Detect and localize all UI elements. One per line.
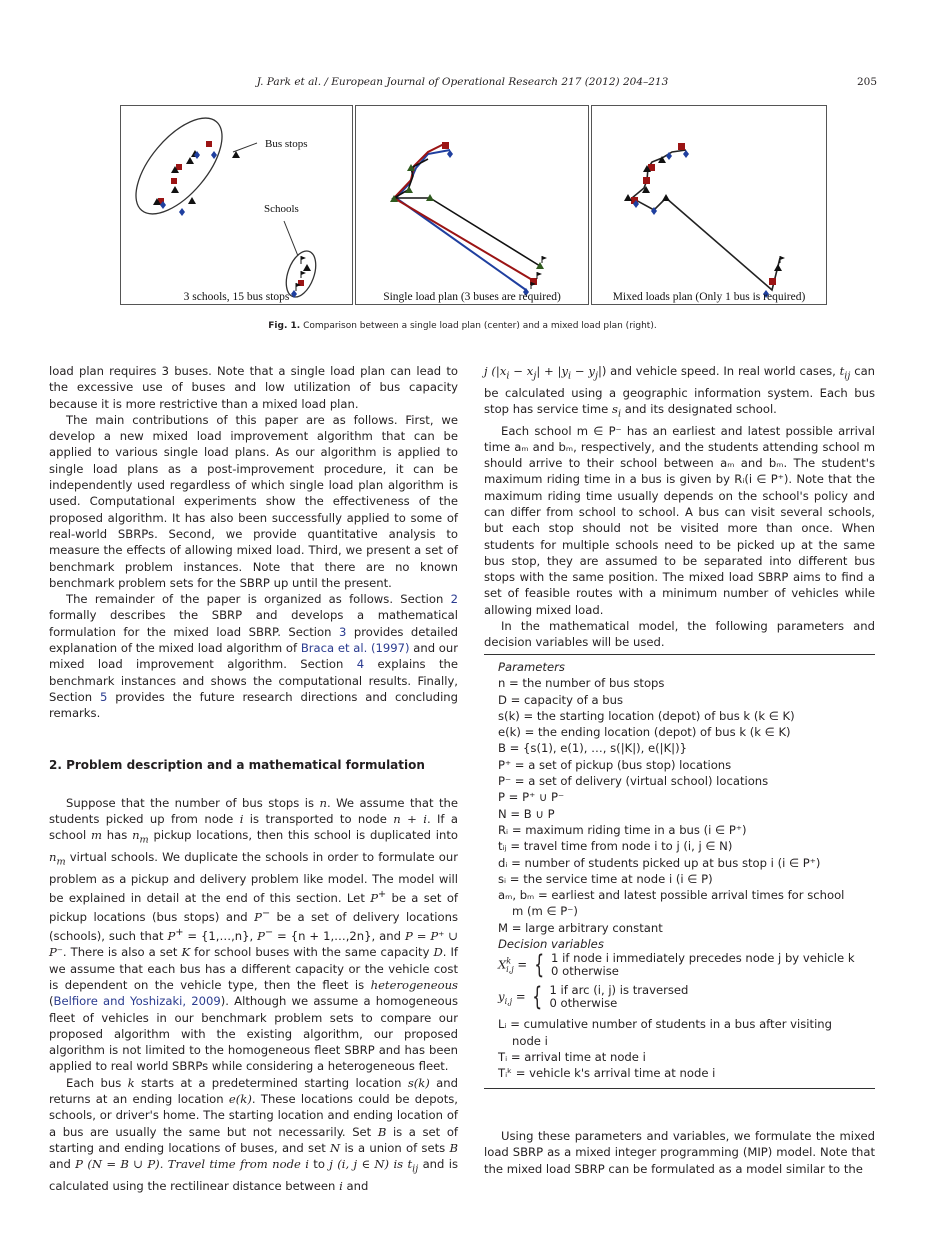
paragraph: The main contributions of this paper are as follows. First, we develop a new mixed load improvement algorithm that can be applied to various single load plans. As our algorithm is applied to single load plans as a post-improvement procedure, it can be independently used regardless of which single load plan algorithm is used. Computational experiments show the effectiveness of the proposed algorithm. It has also been successfully applied to some of real-world SBRPs. Second, we provide quantitative analysis to measure the effects of allowing mixed load. Third, we present a set of benchmark problem instances. Note that there are no known benchmark problem sets for the SBRP up until the present. <box>49 412 458 590</box>
blue-diamond-marker <box>179 208 185 216</box>
decision-row: Lᵢ = cumulative number of students in a bus after visiting <box>498 1017 832 1032</box>
parameter-row: tᵢⱼ = travel time from node i to j (i, j ∈ N) <box>498 839 733 854</box>
figure-label: Fig. 1. <box>268 321 301 331</box>
parameter-row: B = {s(1), e(1), …, s(|K|), e(|K|)} <box>498 741 687 756</box>
paragraph: Each school m ∈ P⁻ has an earliest and latest possible arrival time aₘ and bₘ, respectively, and the students attending school m should arrive to their school between aₘ and bₘ. The student's maximum riding time in a bus is given by Rᵢ(i ∈ P⁺). Note that the maximum riding time usually depends on the school's policy and can differ from school to school. A bus can visit several schools, but each stop should not be visited more than once. When students for multiple schools need to be picked up at the same bus stop, they are assumed to be separated into different bus stops with the same position. The mixed load SBRP aims to find a set of feasible routes with a minimum number of vehicles while allowing mixed load. <box>484 423 875 617</box>
decision-row: node i <box>512 1033 548 1048</box>
parameter-row: M = large arbitrary constant <box>498 920 663 935</box>
figure-panel-single-load <box>355 105 589 305</box>
panel-2-graphic <box>356 106 590 306</box>
parameter-row: D = capacity of a bus <box>498 692 624 707</box>
figure-caption <box>0 321 925 331</box>
y-variable-definition: $y_{i,j}$ = { 1 if arc (i, j) is traversed 0 otherwise <box>498 982 689 1013</box>
paragraph: j $(|x_i - x_j| + |y_i - y_j|)$ and vehicle speed. In real world cases, $t_{ij}$ can be calculated using a geographic information system. Each bus stop has service time $s_i$ and its designated school. <box>484 364 876 420</box>
parameter-row: P = P⁺ ∪ P⁻ <box>498 790 565 805</box>
paragraph: Suppose that the number of bus stops is n. We assume that the students picked up from node i is transported to node n + i. If a school m has $n_m$ pickup locations, then this school is duplicated into $n_m$ virtual schools. We duplicate the schools in order to formulate our problem as a pickup and delivery problem like model. The model will be explained in detail at the end of this section. Let P+ be a set of pickup locations (bus stops) and P− be a set of delivery locations (schools), such that P+ = {1,…,n}, P− = {n + 1,…,2n}, and P = P⁺ ∪ P⁻. There is also a set K for school buses with the same capacity D. If we assume that each bus has a different capacity or the vehicle cost is dependent on the vehicle type, then the fleet is heterogeneous (Belfiore and Yoshizaki, 2009). Although we assume a homogeneous fleet of vehicles in our benchmark problem sets to compare our proposed algorithm with the existing algorithm, our proposed algorithm is not limited to the homogeneous fleet SBRP and has been applied to real world SBRPs while considering a heterogeneous fleet. <box>49 795 459 1074</box>
panel-3-graphic <box>592 106 828 306</box>
parameter-row: e(k) = the ending location (depot) of bus k (k ∈ K) <box>498 725 791 740</box>
schools-label: Schools <box>264 203 299 215</box>
panel-title: Mixed loads plan (Only 1 bus is required) <box>612 291 806 303</box>
right-column-bottom <box>484 1128 875 1177</box>
blue-diamond-marker <box>211 151 217 159</box>
decision-row: Tᵢ = arrival time at node i <box>498 1049 646 1064</box>
decision-variables-heading: Decision variables <box>498 937 604 952</box>
red-square-marker <box>206 141 212 147</box>
citation-link[interactable]: Belfiore and Yoshizaki, 2009 <box>53 994 221 1009</box>
parameter-row: P⁺ = a set of pickup (bus stop) locations <box>498 757 732 772</box>
parameter-row: m (m ∈ P⁻) <box>512 904 578 919</box>
paragraph: load plan requires 3 buses. Note that a single load plan can lead to the excessive use of buses and low utilization of bus capacity because it is more restrictive than a mixed load plan. <box>49 364 458 411</box>
black-triangle-marker <box>171 186 179 193</box>
right-column <box>484 363 875 651</box>
left-column <box>49 363 458 1194</box>
parameter-row: N = B ∪ P <box>498 806 555 821</box>
red-square-marker <box>171 178 177 184</box>
bus-stops-label: Bus stops <box>265 138 308 150</box>
section-link[interactable]: 3 <box>338 624 347 639</box>
journal-citation: J. Park et al. / European Journal of Operational Research 217 (2012) 204–213 <box>256 76 669 88</box>
page-number: 205 <box>856 76 877 88</box>
black-triangle-marker <box>188 197 196 204</box>
figure-panel-mixed-load <box>591 105 827 305</box>
schools-arrow <box>284 221 298 256</box>
figure-1 <box>120 105 827 305</box>
section-link[interactable]: 2 <box>450 592 458 607</box>
parameter-row: dᵢ = number of students picked up at bus stop i (i ∈ P⁺) <box>498 855 821 870</box>
route-blue <box>396 150 526 290</box>
parameter-row: sᵢ = the service time at node i (i ∈ P) <box>498 871 713 886</box>
x-variable-definition: $X^k_{i,j}$ = { 1 if node i immediately precedes node j by vehicle k 0 otherwise <box>498 950 855 981</box>
paragraph: Each bus k starts at a predetermined starting location s(k) and returns at an ending location e(k). These locations could be depots, schools, or driver's home. The starting location and ending location of a bus are usually the same but not necessarily. Set B is a set of starting and ending locations of buses, and set N is a union of sets B and P (N = B ∪ P). Travel time from node i to j (i, j ∈ N) is $t_{ij}$ and is calculated using the rectilinear distance between i and <box>49 1075 459 1193</box>
figure-caption-text: Comparison between a single load plan (center) and a mixed load plan (right). <box>303 321 657 331</box>
parameters-box <box>484 654 875 1089</box>
section-link[interactable]: 4 <box>356 657 365 672</box>
black-triangle-marker <box>303 264 311 271</box>
decision-row: Tᵢᵏ = vehicle k's arrival time at node i <box>498 1066 716 1081</box>
parameter-row: n = the number of bus stops <box>498 676 665 691</box>
paragraph: The remainder of the paper is organized as follows. Section 2 formally describes the SBRP and develops a mathematical formulation for the mixed load SBRP. Section 3 provides detailed explanation of the mixed load algorithm of Braca et al. (1997) and our mixed load improvement algorithm. Section 4 explains the benchmark instances and shows the computational results. Finally, Section 5 provides the future research directions and concluding remarks. <box>49 592 459 721</box>
section-link[interactable]: 5 <box>99 689 108 704</box>
parameter-row: aₘ, bₘ = earliest and latest possible arrival times for school <box>498 888 845 903</box>
parameter-row: s(k) = the starting location (depot) of bus k (k ∈ K) <box>498 708 795 723</box>
parameter-row: P⁻ = a set of delivery (virtual school) locations <box>498 774 769 789</box>
figure-panel-problem <box>120 105 353 305</box>
bus-stops-arrow <box>233 143 257 152</box>
parameter-row: Rᵢ = maximum riding time in a bus (i ∈ P⁺) <box>498 822 747 837</box>
panel-title: 3 schools, 15 bus stops <box>183 291 290 303</box>
citation-link[interactable]: Braca et al. (1997) <box>300 641 410 656</box>
section-heading: 2. Problem description and a mathematical formulation <box>49 757 425 772</box>
black-triangle-marker <box>186 157 194 164</box>
panel-1-graphic <box>121 106 354 306</box>
paragraph: In the mathematical model, the following parameters and decision variables will be used. <box>484 619 875 650</box>
panel-title: Single load plan (3 buses are required) <box>383 291 561 303</box>
parameters-heading: Parameters <box>498 660 565 674</box>
red-square-marker <box>176 164 182 170</box>
paragraph: Using these parameters and variables, we formulate the mixed load SBRP as a mixed integer programming (MIP) model. Note that the mixed load SBRP can be formulated as a model similar to the <box>484 1129 875 1176</box>
